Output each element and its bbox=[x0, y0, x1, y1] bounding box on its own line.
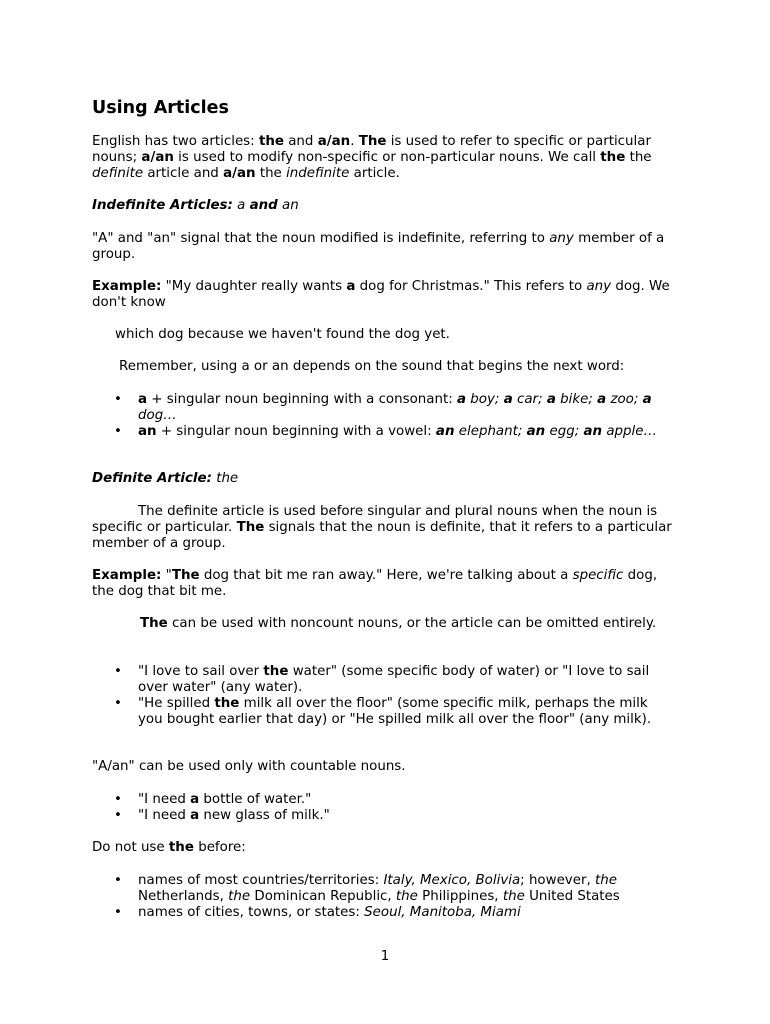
page-title: Using Articles bbox=[92, 98, 229, 118]
intro-paragraph: English has two articles: the and a/an. The is used to refer to specific or particular nouns; a/an is used to modify non-specific or non-particular nouns. We call the the definite article and a/an the indefinite article. bbox=[92, 134, 652, 181]
noncount-list bbox=[92, 664, 676, 728]
noncount-paragraph: The can be used with noncount nouns, or the article can be omitted entirely. bbox=[140, 616, 657, 631]
example-definite: Example: "The dog that bit me ran away." Here, we're talking about a specific dog, the dog that bit me. bbox=[92, 568, 658, 599]
list-item: • names of cities, towns, or states: Seoul, Manitoba, Miami bbox=[92, 905, 676, 921]
countable-paragraph: "A/an" can be used only with countable nouns. bbox=[92, 759, 406, 774]
list-item: • "I need a bottle of water." bbox=[92, 792, 676, 808]
a-an-list bbox=[92, 392, 676, 440]
list-item: • names of most countries/territories: Italy, Mexico, Bolivia; however, the Netherlands, the Dominican Republic, the Philippines, the United States bbox=[92, 873, 676, 905]
do-not-use-paragraph: Do not use the before: bbox=[92, 840, 246, 855]
indefinite-description: "A" and "an" signal that the noun modified is indefinite, referring to any member of a group. bbox=[92, 231, 665, 262]
list-item: • a + singular noun beginning with a consonant: a boy; a car; a bike; a zoo; a dog… bbox=[92, 392, 676, 424]
remember-note: Remember, using a or an depends on the sound that begins the next word: bbox=[119, 359, 625, 374]
definite-description: The definite article is used before singular and plural nouns when the noun is specific or particular. The signals that the noun is definite, that it refers to a particular member of a group. bbox=[92, 504, 672, 551]
countable-list bbox=[92, 792, 676, 824]
list-item: • "I love to sail over the water" (some specific body of water) or "I love to sail over water" (any water). bbox=[92, 664, 676, 696]
do-not-use-list bbox=[92, 873, 676, 921]
page-number: 1 bbox=[380, 949, 390, 964]
definite-article-heading: Definite Article: the bbox=[92, 471, 239, 486]
indefinite-articles-heading: Indefinite Articles: a and an bbox=[92, 198, 299, 213]
example-indefinite-continued: which dog because we haven't found the dog yet. bbox=[115, 327, 450, 342]
list-item: • an + singular noun beginning with a vowel: an elephant; an egg; an apple… bbox=[92, 424, 676, 440]
list-item: • "He spilled the milk all over the floor" (some specific milk, perhaps the milk you bought earlier that day) or "He spilled milk all over the floor" (any milk). bbox=[92, 696, 676, 728]
example-indefinite: Example: "My daughter really wants a dog for Christmas." This refers to any dog. We don't know bbox=[92, 279, 670, 310]
list-item: • "I need a new glass of milk." bbox=[92, 808, 676, 824]
